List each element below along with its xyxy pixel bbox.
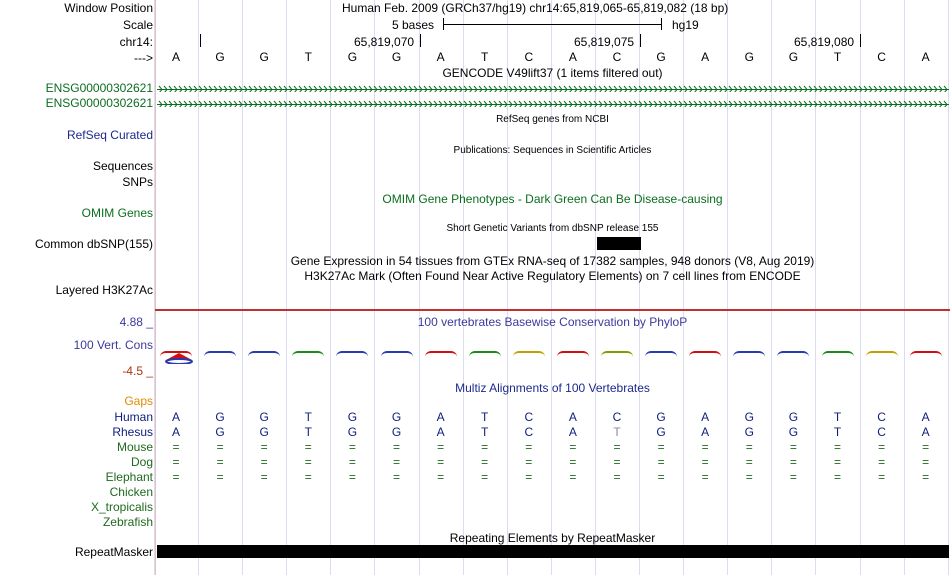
alignment-base: = [304, 455, 312, 469]
alignment-base: A [568, 410, 577, 424]
alignment-base: = [833, 455, 841, 469]
snps-label[interactable]: SNPs [122, 175, 153, 189]
base-letter: G [744, 50, 754, 64]
scale-label: Scale [122, 18, 153, 32]
alignment-base: G [656, 425, 666, 439]
alignment-base: = [481, 440, 489, 454]
alignment-base: A [921, 410, 930, 424]
base-letter: A [701, 50, 710, 64]
species-label-x_tropicalis[interactable]: X_tropicalis [90, 500, 153, 514]
base-letter: A [568, 50, 577, 64]
base-letter: G [215, 50, 225, 64]
alignment-base: G [391, 410, 402, 424]
alignment-base: G [259, 425, 269, 439]
alignment-base: = [613, 470, 621, 484]
conservation-glyph [513, 351, 545, 357]
base-letter: G [788, 50, 799, 64]
alignment-base: = [833, 440, 841, 454]
conservation-glyph [777, 351, 809, 357]
alignment-base: A [701, 425, 710, 439]
species-label-chicken[interactable]: Chicken [109, 485, 153, 499]
alignment-base: = [172, 440, 180, 454]
alignment-base: = [392, 455, 400, 469]
alignment-base: = [216, 440, 224, 454]
conservation-track-title: 100 vertebrates Basewise Conservation by PhyloP [417, 315, 688, 329]
alignment-base: G [744, 425, 754, 439]
conservation-glyph [336, 351, 368, 357]
alignment-base: G [656, 410, 666, 424]
repeatmasker-label[interactable]: RepeatMasker [74, 545, 153, 559]
alignment-base: = [304, 440, 312, 454]
alignment-base: = [701, 440, 709, 454]
base-letter: G [391, 50, 402, 64]
scale-bar-right-tick [661, 18, 662, 30]
alignment-base: G [347, 410, 358, 424]
alignment-base: T [613, 425, 621, 439]
conservation-glyph [866, 351, 898, 357]
conservation-glyph [910, 351, 942, 357]
alignment-base: T [833, 410, 842, 424]
base-letter: C [877, 50, 886, 64]
gencode-track-title: GENCODE V49lift37 (1 items filtered out) [442, 66, 663, 80]
alignment-base: = [392, 440, 400, 454]
base-letter: G [656, 50, 666, 64]
gene-feature-ensg-2[interactable] [157, 98, 949, 107]
conservation-glyph [204, 351, 236, 357]
conservation-glyph [601, 351, 633, 357]
conservation-glyph [425, 351, 457, 357]
multiz-track-title: Multiz Alignments of 100 Vertebrates [455, 381, 650, 395]
alignment-base: = [878, 455, 886, 469]
base-letter: T [304, 50, 312, 64]
alignment-base: C [877, 425, 886, 439]
ruler-tick [640, 34, 641, 47]
alignment-base: A [436, 410, 445, 424]
alignment-base: G [744, 410, 754, 424]
conservation-glyph [822, 351, 854, 357]
scale-assembly: hg19 [672, 18, 699, 32]
base-letter: G [347, 50, 358, 64]
publications-track-title: Publications: Sequences in Scientific Articles [453, 145, 652, 156]
base-letter: G [259, 50, 269, 64]
repeatmasker-track-title: Repeating Elements by RepeatMasker [449, 531, 656, 545]
alignment-base: = [613, 455, 621, 469]
alignment-base: T [481, 425, 489, 439]
gaps-label: Gaps [124, 394, 153, 408]
alignment-base: G [259, 410, 269, 424]
dbsnp-track-title: Short Genetic Variants from dbSNP release 155 [446, 223, 659, 234]
conservation-min-label: -4.5 _ [122, 364, 153, 378]
omim-genes-label[interactable]: OMIM Genes [81, 206, 153, 220]
alignment-base: = [569, 455, 577, 469]
alignment-base: = [392, 470, 400, 484]
alignment-base: = [260, 455, 268, 469]
alignment-base: A [568, 425, 577, 439]
alignment-base: = [657, 455, 665, 469]
window-position-value: Human Feb. 2009 (GRCh37/hg19) chr14:65,819,065-65,819,082 (18 bp) [342, 1, 729, 15]
alignment-base: T [304, 410, 312, 424]
alignment-base: = [701, 470, 709, 484]
chromosome-label: chr14: [119, 35, 153, 49]
base-letter: C [524, 50, 534, 64]
conservation-glyph-tall [164, 352, 194, 364]
species-label-elephant[interactable]: Elephant [105, 470, 153, 484]
track-left-edge [155, 0, 156, 575]
alignment-base: = [525, 440, 533, 454]
base-letter: C [612, 50, 622, 64]
ruler-tick [420, 34, 421, 47]
common-dbsnp-label[interactable]: Common dbSNP(155) [34, 237, 153, 251]
alignment-base: G [788, 410, 799, 424]
gtex-track-title: Gene Expression in 54 tissues from GTEx RNA-seq of 17382 samples, 948 donors (V8, Aug 2019) [290, 254, 815, 268]
alignment-base: = [657, 440, 665, 454]
alignment-base: = [525, 455, 533, 469]
alignment-base: = [833, 470, 841, 484]
base-letter: T [481, 50, 489, 64]
alignment-base: = [878, 470, 886, 484]
alignment-base: = [789, 440, 797, 454]
strand-arrow-label: ---> [134, 51, 153, 65]
ruler-tick [860, 34, 861, 47]
alignment-base: A [436, 425, 445, 439]
ruler-tick-label: 65,819,075 [574, 35, 635, 49]
conservation-glyph [689, 351, 721, 357]
alignment-base: = [260, 440, 268, 454]
conservation-glyph [557, 351, 589, 357]
conservation-glyph [381, 351, 413, 357]
alignment-base: A [171, 410, 180, 424]
alignment-base: = [878, 440, 886, 454]
alignment-base: A [171, 425, 180, 439]
alignment-base: = [304, 470, 312, 484]
alignment-base: = [922, 470, 930, 484]
alignment-base: = [525, 470, 533, 484]
alignment-base: = [172, 470, 180, 484]
species-label-human[interactable]: Human [114, 410, 153, 424]
alignment-base: G [215, 425, 225, 439]
gene-label-ensg-1[interactable]: ENSG00000302621 [45, 81, 153, 95]
alignment-base: = [172, 455, 180, 469]
alignment-base: G [788, 425, 799, 439]
alignment-base: = [348, 455, 356, 469]
alignment-base: = [348, 440, 356, 454]
layered-h3k27ac-label[interactable]: Layered H3K27Ac [55, 283, 153, 297]
alignment-base: = [569, 470, 577, 484]
alignment-base: A [921, 425, 930, 439]
window-position-label: Window Position [64, 1, 153, 15]
alignment-base: T [481, 410, 489, 424]
alignment-base: = [437, 470, 445, 484]
alignment-base: A [701, 410, 710, 424]
alignment-base: = [613, 440, 621, 454]
alignment-base: = [657, 470, 665, 484]
conservation-glyph [469, 351, 501, 357]
conservation-glyph [733, 351, 765, 357]
alignment-base: = [701, 455, 709, 469]
ruler-tick-label: 65,819,070 [354, 35, 415, 49]
conservation-glyph [248, 351, 280, 357]
alignment-base: = [348, 470, 356, 484]
ruler-start-tick [200, 34, 201, 47]
scale-bar-left-tick [443, 18, 444, 30]
alignment-base: G [391, 425, 402, 439]
species-label-zebrafish[interactable]: Zebrafish [102, 515, 153, 529]
conservation-glyph [292, 351, 324, 357]
alignment-base: C [524, 425, 534, 439]
alignment-base: = [260, 470, 268, 484]
alignment-base: = [481, 455, 489, 469]
repeatmasker-feature[interactable] [157, 545, 949, 558]
h3k27ac-track-title: H3K27Ac Mark (Often Found Near Active Regulatory Elements) on 7 cell lines from ENCODE [304, 269, 801, 283]
alignment-base: = [745, 440, 753, 454]
alignment-base: = [745, 470, 753, 484]
alignment-base: = [481, 470, 489, 484]
species-label-mouse[interactable]: Mouse [116, 440, 153, 454]
alignment-base: C [612, 410, 622, 424]
base-letter: A [436, 50, 445, 64]
alignment-base: = [216, 470, 224, 484]
conservation-glyph [645, 351, 677, 357]
gene-feature-ensg-1[interactable] [157, 83, 949, 92]
scale-bar [443, 24, 661, 25]
alignment-base: G [215, 410, 225, 424]
alignment-base: G [347, 425, 358, 439]
alignment-base: = [569, 440, 577, 454]
alignment-base: = [437, 440, 445, 454]
alignment-base: = [216, 455, 224, 469]
base-letter: A [171, 50, 180, 64]
scale-value: 5 bases [392, 18, 435, 32]
gene-label-ensg-2[interactable]: ENSG00000302621 [45, 96, 153, 110]
sequences-label[interactable]: Sequences [92, 159, 153, 173]
alignment-base: C [877, 410, 886, 424]
base-letter: A [921, 50, 930, 64]
alignment-base: T [833, 425, 842, 439]
ruler-tick-label: 65,819,080 [794, 35, 855, 49]
refseq-curated-label[interactable]: RefSeq Curated [66, 128, 153, 142]
alignment-base: = [789, 470, 797, 484]
alignment-base: = [437, 455, 445, 469]
vert-cons-label[interactable]: 100 Vert. Cons [73, 338, 153, 352]
alignment-base: = [922, 455, 930, 469]
alignment-base: = [922, 440, 930, 454]
species-label-dog[interactable]: Dog [130, 455, 153, 469]
alignment-base: = [789, 455, 797, 469]
base-letter: T [833, 50, 842, 64]
species-label-rhesus[interactable]: Rhesus [112, 425, 153, 439]
alignment-base: T [304, 425, 312, 439]
h3k27ac-signal-line [155, 309, 950, 311]
alignment-base: = [745, 455, 753, 469]
dbsnp-variant-feature[interactable] [597, 237, 641, 250]
conservation-max-label: 4.88 _ [119, 315, 153, 329]
alignment-base: C [524, 410, 534, 424]
refseq-track-title: RefSeq genes from NCBI [496, 114, 609, 125]
omim-track-title: OMIM Gene Phenotypes - Dark Green Can Be Disease-causing [382, 192, 723, 206]
